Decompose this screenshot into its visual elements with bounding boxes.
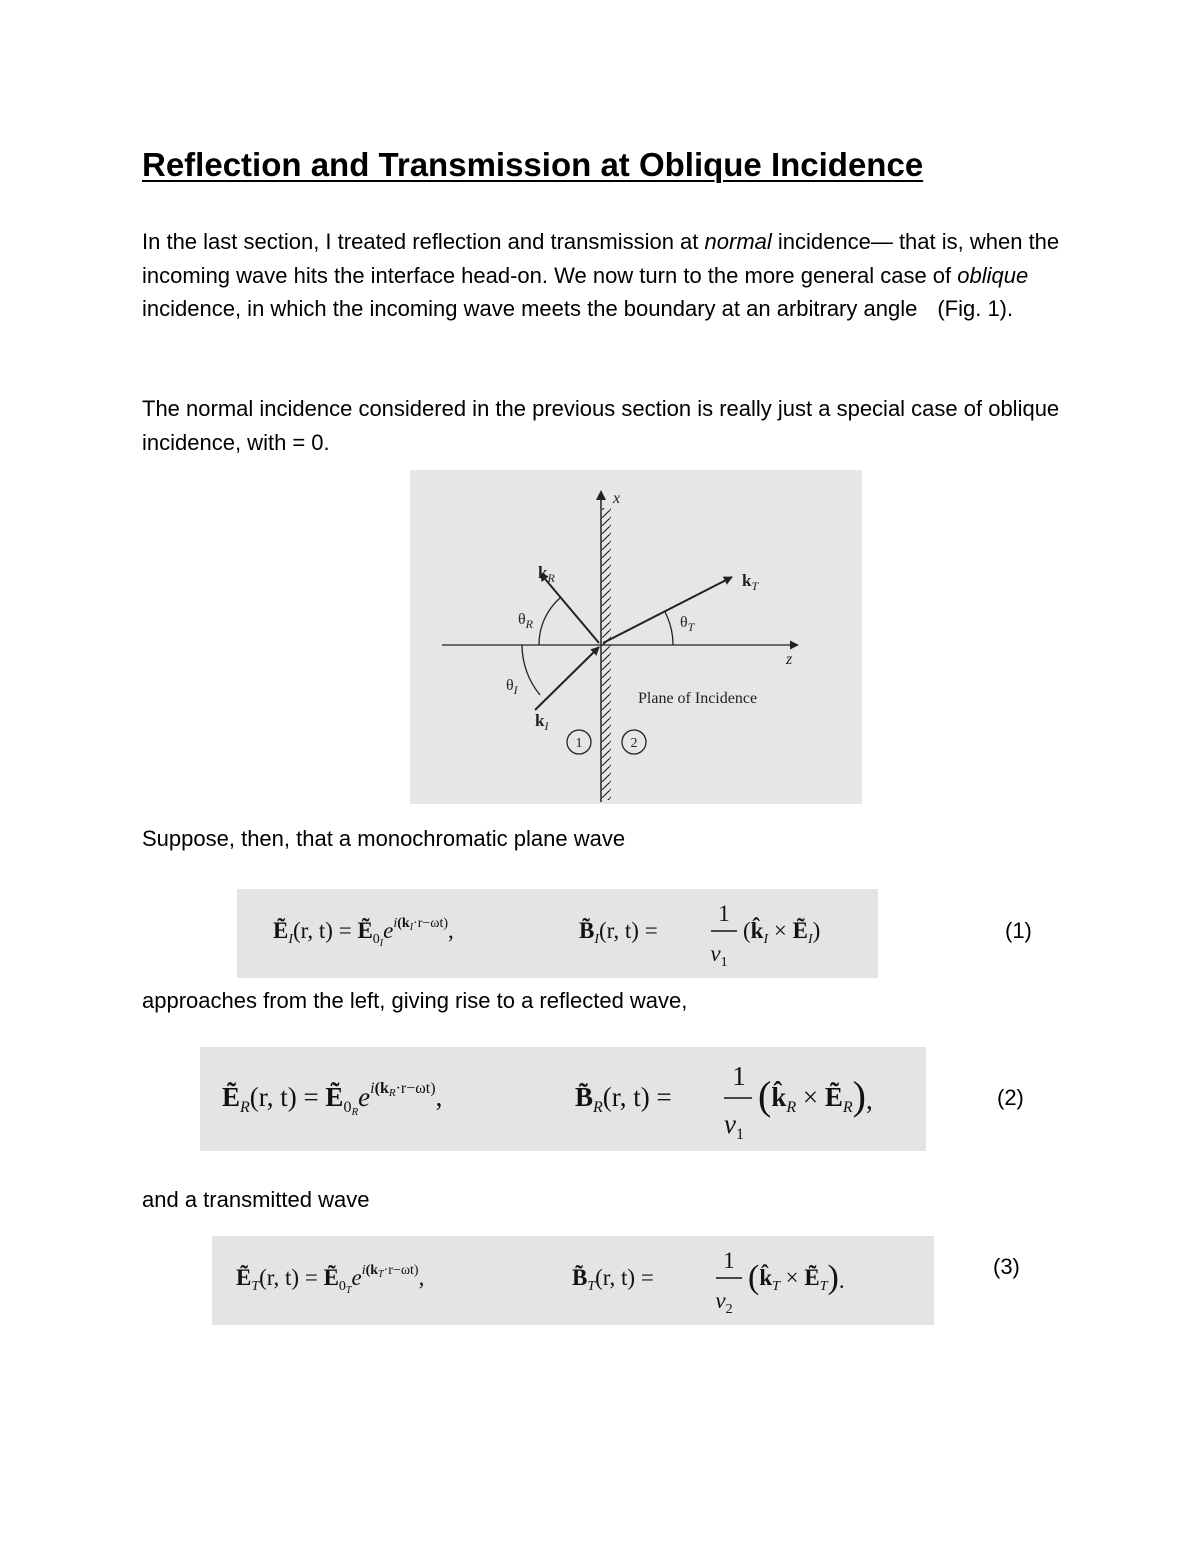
medium-2-label: 2 [630,736,638,751]
k-i-label: $k_I$ [535,711,549,733]
transmitted-paragraph: and a transmitted wave [142,1187,370,1212]
intro-text-2: incidence— that is, when the incoming wave hits the interface head-on. We now turn to the more general case of [142,229,1060,288]
svg-text:1: 1 [718,901,730,926]
figure-diagram [410,470,862,804]
equation-2-number: (2) [997,1085,1024,1110]
special-case-text-2: = 0. [292,429,330,455]
equation-1-formula [237,889,878,978]
intro-emphasis-normal: normal [704,229,772,254]
svg-text:B̃I(r, t) =: $B̃_I(r$, t) = [579,918,658,947]
page-title: Reflection and Transmission at Oblique Incidence [142,146,924,183]
figure-plane-of-incidence [410,470,862,804]
svg-text:v1: $v_1$ [724,1109,744,1143]
equation-1 [237,889,878,978]
equation-1-number: (1) [1005,918,1032,943]
intro-paragraph [142,225,1072,326]
intro-text-1: In the last section, I treated reflection and transmission at [142,229,705,254]
intro-figure-ref: (Fig. 1). [937,296,1014,321]
svg-text:v2: $v_2$ [715,1288,733,1317]
plane-of-incidence-label: Plane of Incidence [638,690,758,707]
x-axis-label: x [613,490,621,507]
transmitted-wave-vector [603,577,732,643]
approaches-paragraph: approaches from the left, giving rise to a reflected wave, [142,988,688,1013]
svg-text:ẼT(r, t) = Ẽ0Tei(kT·r−ωt),: Ẽ$_T$(r, $t) = Ẽ_0Te^i(kT\cdot r-\omega t)$, [236,1263,425,1296]
equation-3-number: (3) [993,1254,1020,1279]
svg-text:ẼI(r, t) = Ẽ0Iei(kI·r−ωt),: Ẽ$_I$(r, $t) = Ẽ_0Ie^i(kI\cdot r-\omega t)$, [273,916,454,949]
special-case-text-1: The normal incidence considered in the previous section is really just a special case of oblique incidence, with [142,396,1060,455]
equation-3-formula [212,1236,934,1325]
svg-text:ẼR(r, t) = Ẽ0Rei(kR·r−ωt),: Ẽ$_R$(r, $t) = Ẽ_0Re^i(kR\cdot r-\omega t)$, [222,1080,443,1118]
k-r-label: $k_R$ [538,563,555,585]
svg-text:B̃R(r, t) =: $B̃_R(r$, t) = [575,1082,672,1116]
equation-3 [212,1236,934,1325]
theta-i-label: $\theta_I$ [506,677,518,697]
boundary-hatching [602,508,611,800]
svg-text:1: 1 [732,1061,746,1091]
suppose-paragraph: Suppose, then, that a monochromatic plane wave [142,826,626,851]
intro-text-3: incidence, in which the incoming wave meets the boundary at an arbitrary angle [142,296,918,321]
equation-2 [200,1047,926,1151]
svg-text:1: 1 [723,1248,735,1273]
theta-t-label: $\theta_T$ [680,614,695,634]
incident-wave-vector [535,647,599,710]
svg-text:(k̂R × ẼR),: ($k̂_R$ × Ẽ$_R$), [758,1073,873,1118]
svg-text:(k̂T × ẼT).: ($k̂_T$ × Ẽ$_T$). [748,1259,845,1296]
special-case-paragraph [142,392,1072,459]
x-axis-arrowhead [596,490,606,500]
svg-text:v1: $v_1$ [710,941,728,970]
theta-t-arc [665,612,673,645]
theta-i-arc [522,645,540,695]
z-axis-label: z [786,651,793,668]
svg-text:(k̂I × ẼI): ($k̂_I$ × Ẽ$_I$) [743,918,821,947]
svg-text:B̃T(r, t) =: $B̃_T(r$, t) = [572,1265,654,1294]
theta-r-label: $\theta_R$ [518,611,534,631]
medium-1-label: 1 [575,736,583,751]
theta-r-arc [539,598,560,645]
intro-emphasis-oblique: oblique [957,262,1029,288]
equation-2-formula [200,1047,926,1151]
k-t-label: $k_T$ [742,571,759,593]
